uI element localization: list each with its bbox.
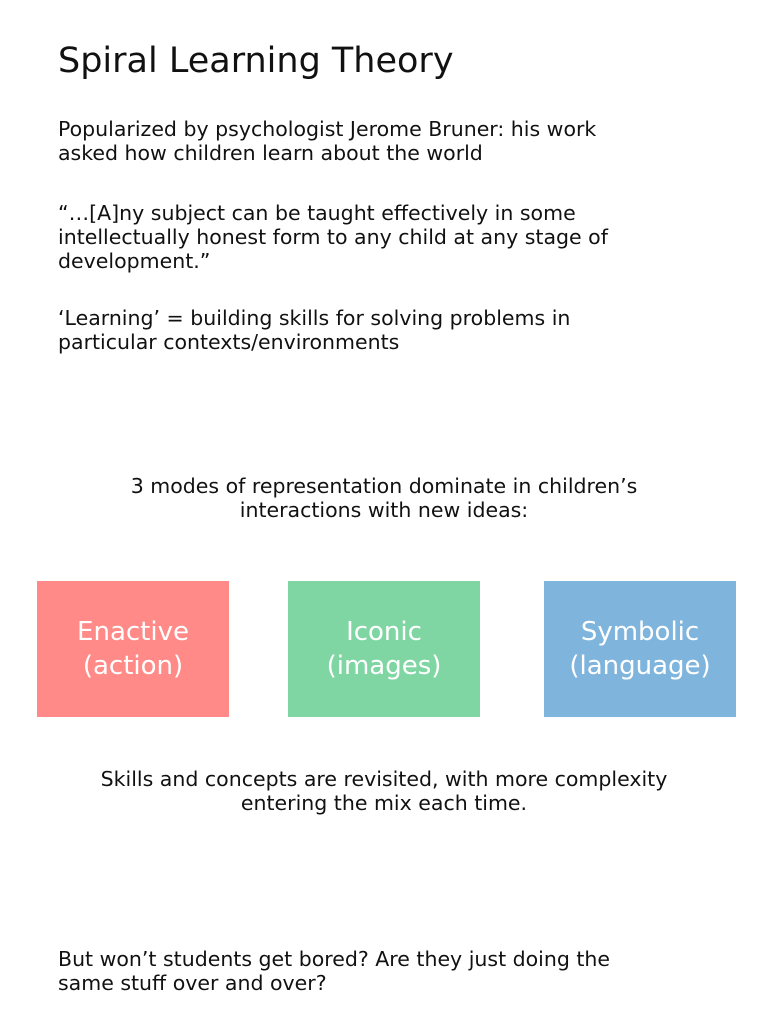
intro-line-1: Popularized by psychologist Jerome Bruner: his work [58,117,597,141]
mode-detail: (action) [82,651,184,681]
mode-name: Iconic [346,617,422,647]
revisit-statement [0,767,768,815]
mode-detail: (images) [326,651,442,681]
mode-box-enactive [37,581,229,717]
mode-name: Symbolic [580,617,700,647]
modes-intro-line-2: interactions with new ideas: [239,498,529,522]
learning-line-2: particular contexts/environments [58,330,400,354]
mode-detail: (language) [569,651,711,681]
mode-box-symbolic [544,581,736,717]
modes-intro [0,474,768,522]
intro-paragraph [58,117,718,165]
revisit-line-2: entering the mix each time. [240,791,528,815]
quote-line-3: development.” [58,249,211,273]
modes-intro-line-1: 3 modes of representation dominate in children’s [130,474,638,498]
intro-line-2: asked how children learn about the world [58,141,483,165]
learning-definition [58,306,718,354]
learning-line-1: ‘Learning’ = building skills for solving problems in [58,306,571,330]
revisit-line-1: Skills and concepts are revisited, with more complexity [100,767,668,791]
question-line-2: same stuff over and over? [58,971,327,995]
question-line-1: But won’t students get bored? Are they just doing the [58,947,611,971]
mode-box-iconic [288,581,480,717]
bruner-quote [58,201,718,273]
quote-line-1: “…[A]ny subject can be taught effectively in some [58,201,576,225]
mode-name: Enactive [77,617,189,647]
closing-question [58,947,718,995]
quote-line-2: intellectually honest form to any child at any stage of [58,225,608,249]
page-title: Spiral Learning Theory [58,41,454,81]
